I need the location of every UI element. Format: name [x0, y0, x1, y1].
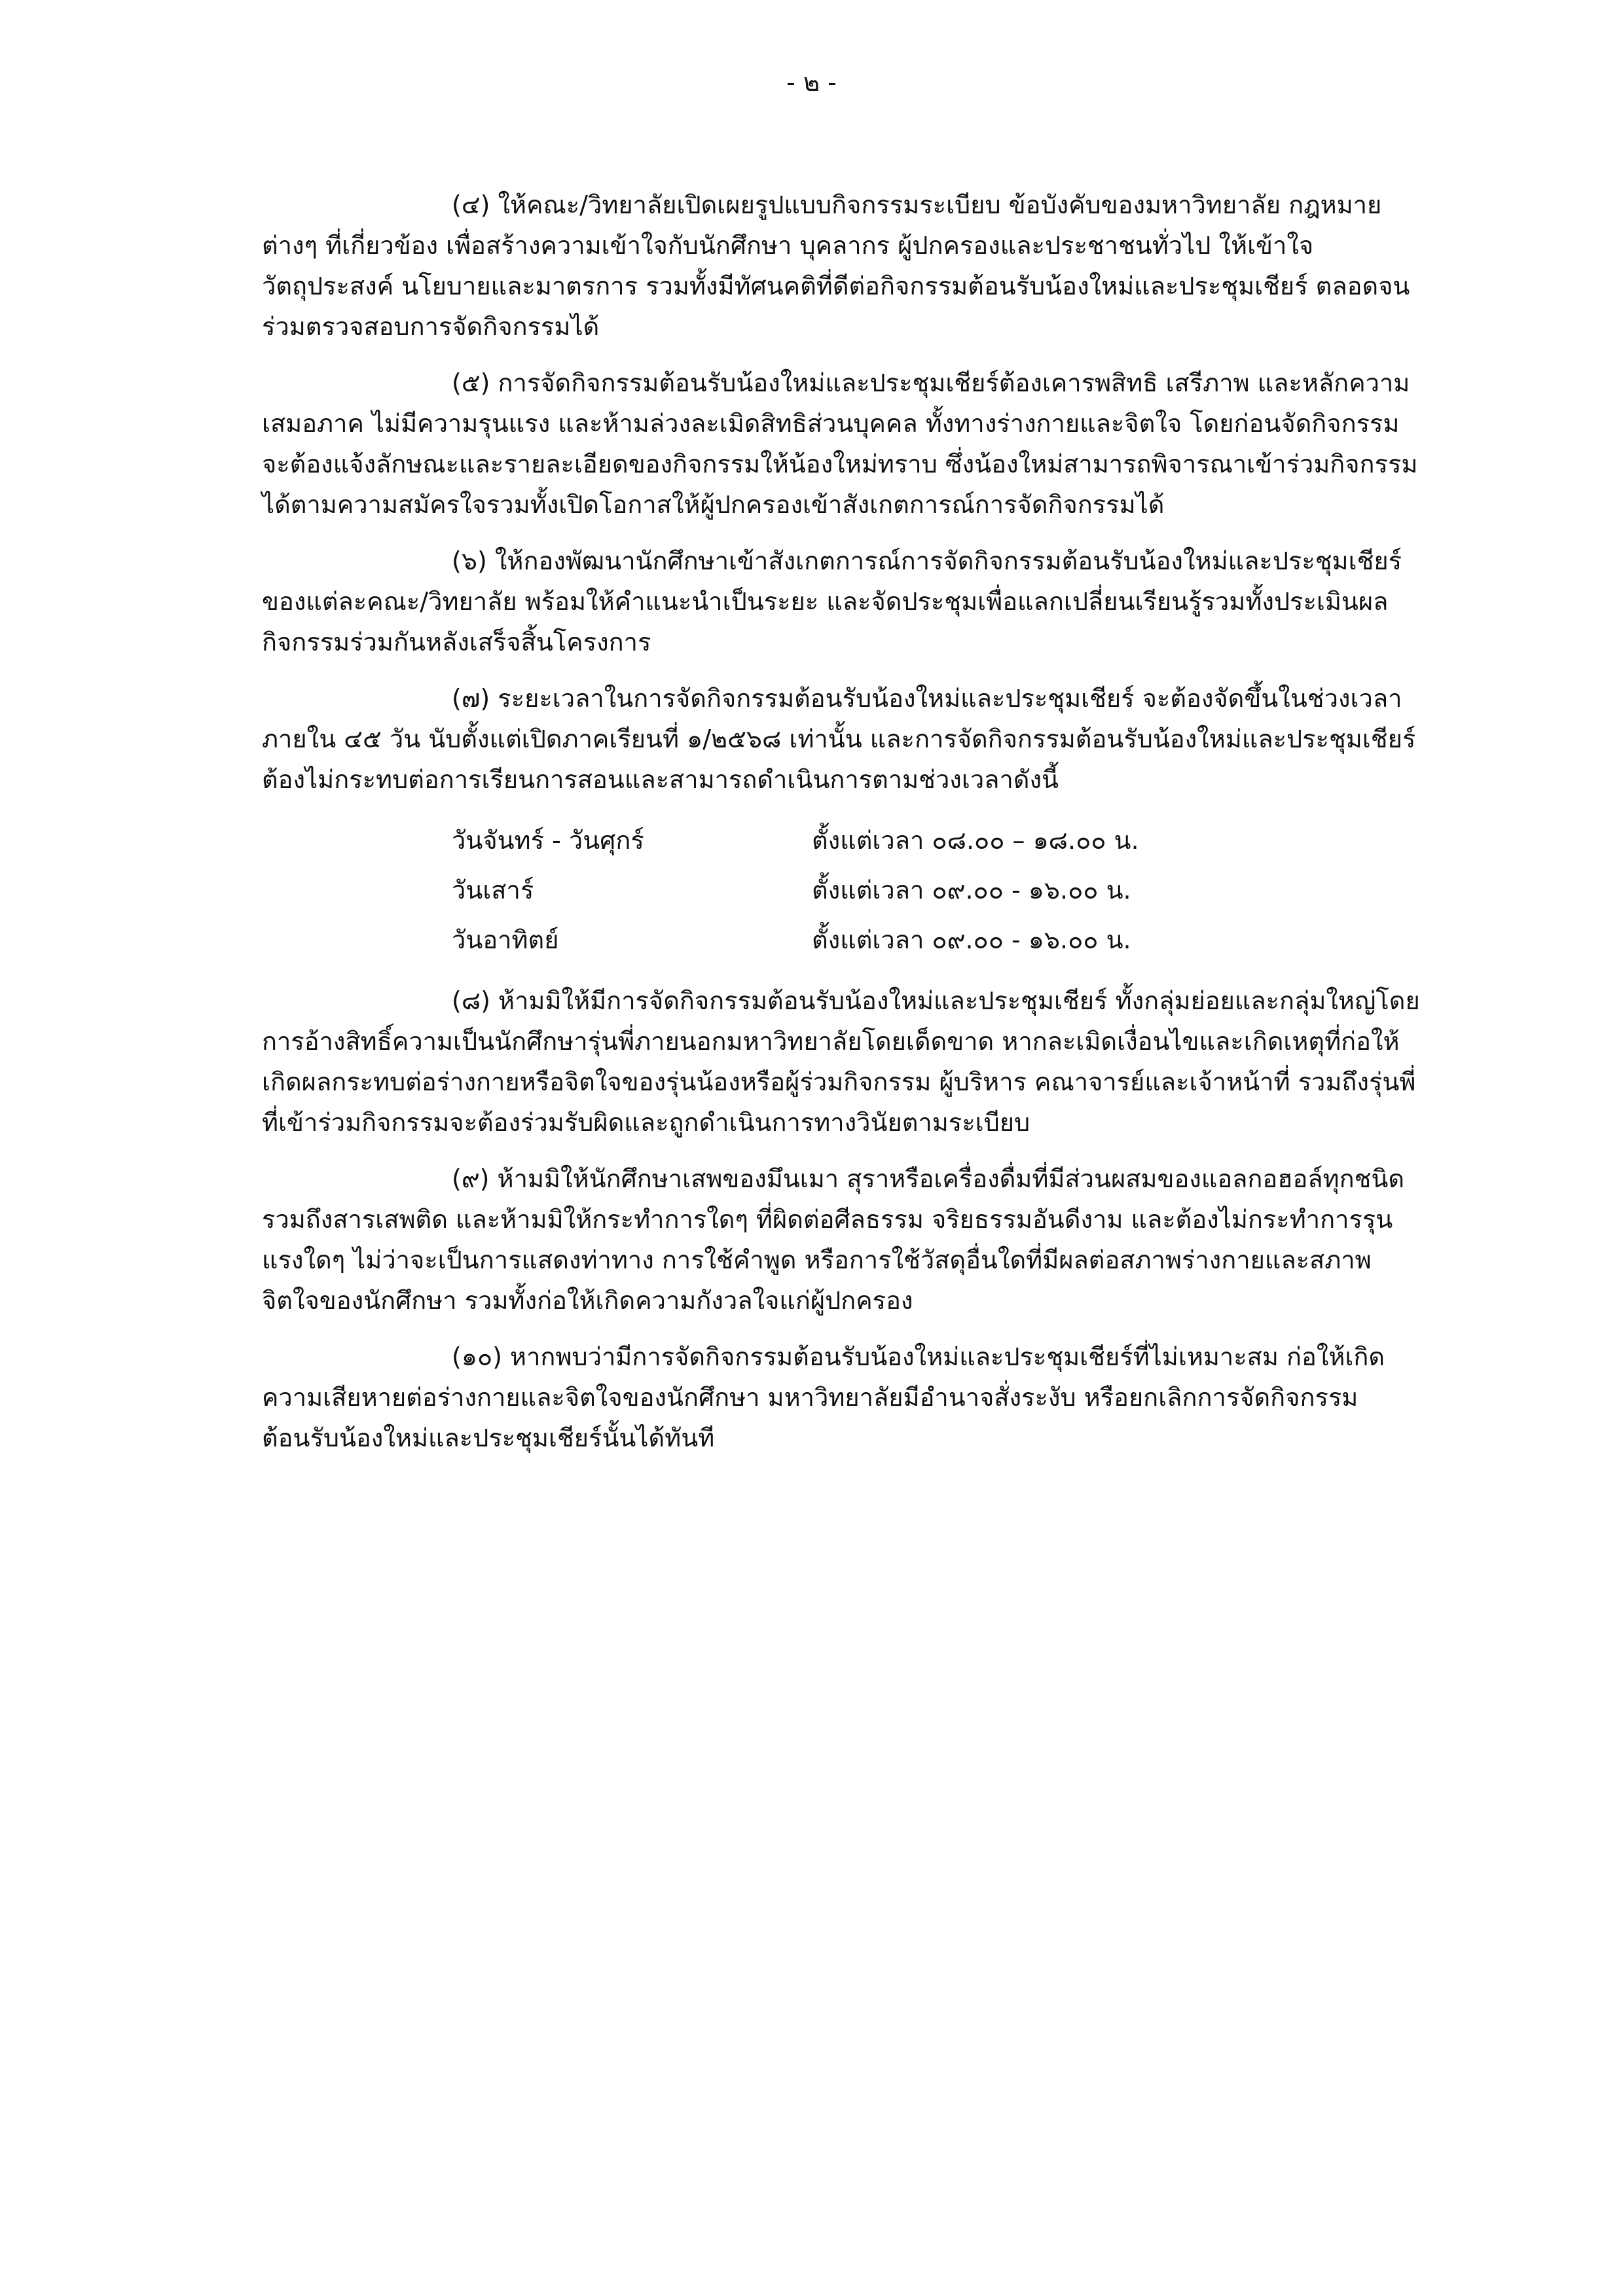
paragraph-7: (๗) ระยะเวลาในการจัดกิจกรรมต้อนรับน้องใหม่และประชุมเชียร์ จะต้องจัดขึ้นในช่วงเวลาภายใน ๔๕ วัน นับตั้งแต่เปิดภาคเรียนที่ ๑/๒๕๖๘ เท่านั้น และการจัดกิจกรรมต้อนรับน้องใหม่และประชุมเชียร์ต้องไม่กระทบต่อการเรียนการสอนและสามารถดำเนินการตามช่วงเวลาดังนี้	[262, 684, 1416, 794]
schedule-table	[452, 816, 1427, 965]
paragraph-4: (๔) ให้คณะ/วิทยาลัยเปิดเผยรูปแบบกิจกรรมระเบียบ ข้อบังคับของมหาวิทยาลัย กฎหมายต่างๆ ที่เกี่ยวข้อง เพื่อสร้างความเข้าใจกับนักศึกษา บุคลากร ผู้ปกครองและประชาชนทั่วไป ให้เข้าใจวัตถุประสงค์ นโยบายและมาตรการ รวมทั้งมีทัศนคติที่ดีต่อกิจกรรมต้อนรับน้องใหม่และประชุมเชียร์ ตลอดจนร่วมตรวจสอบการจัดกิจกรรมได้	[262, 190, 1410, 341]
schedule-day: วันเสาร์	[452, 876, 534, 905]
paragraph-10: (๑๐) หากพบว่ามีการจัดกิจกรรมต้อนรับน้องใหม่และประชุมเชียร์ที่ไม่เหมาะสม ก่อให้เกิดความเสียหายต่อร่างกายและจิตใจของนักศึกษา มหาวิทยาลัยมีอำนาจสั่งระงับ หรือยกเลิกการจัดกิจกรรมต้อนรับน้องใหม่และประชุมเชียร์นั้นได้ทันที	[262, 1342, 1385, 1452]
schedule-time: ตั้งแต่เวลา ๐๘.๐๐ – ๑๘.๐๐ น.	[812, 826, 1139, 855]
paragraph-6: (๖) ให้กองพัฒนานักศึกษาเข้าสังเกตการณ์การจัดกิจกรรมต้อนรับน้องใหม่และประชุมเชียร์ของแต่ละคณะ/วิทยาลัย พร้อมให้คำแนะนำเป็นระยะ และจัดประชุมเพื่อแลกเปลี่ยนเรียนรู้รวมทั้งประเมินผลกิจกรรมร่วมกันหลังเสร็จสิ้นโครงการ	[262, 547, 1402, 656]
schedule-row	[452, 865, 1427, 915]
schedule-time: ตั้งแต่เวลา ๐๙.๐๐ - ๑๖.๐๐ น.	[812, 876, 1131, 905]
schedule-day: วันอาทิตย์	[452, 925, 559, 954]
schedule-row	[452, 915, 1427, 965]
schedule-time: ตั้งแต่เวลา ๐๙.๐๐ - ๑๖.๐๐ น.	[812, 925, 1131, 954]
schedule-row	[452, 816, 1427, 865]
document-body	[262, 185, 1427, 1474]
page-number: - ๒ -	[786, 68, 837, 97]
paragraph-5: (๕) การจัดกิจกรรมต้อนรับน้องใหม่และประชุมเชียร์ต้องเคารพสิทธิ เสรีภาพ และหลักความเสมอภาค ไม่มีความรุนแรง และห้ามล่วงละเมิดสิทธิส่วนบุคคล ทั้งทางร่างกายและจิตใจ โดยก่อนจัดกิจกรรมจะต้องแจ้งลักษณะและรายละเอียดของกิจกรรมให้น้องใหม่ทราบ ซึ่งน้องใหม่สามารถพิจารณาเข้าร่วมกิจกรรมได้ตามความสมัครใจรวมทั้งเปิดโอกาสให้ผู้ปกครองเข้าสังเกตการณ์การจัดกิจกรรมได้	[262, 368, 1418, 519]
paragraph-9: (๙) ห้ามมิให้นักศึกษาเสพของมึนเมา สุราหรือเครื่องดื่มที่มีส่วนผสมของแอลกอฮอล์ทุกชนิด รวมถึงสารเสพติด และห้ามมิให้กระทำการใดๆ ที่ผิดต่อศีลธรรม จริยธรรมอันดีงาม และต้องไม่กระทำการรุนแรงใดๆ ไม่ว่าจะเป็นการแสดงท่าทาง การใช้คำพูด หรือการใช้วัสดุอื่นใดที่มีผลต่อสภาพร่างกายและสภาพจิตใจของนักศึกษา รวมทั้งก่อให้เกิดความกังวลใจแก่ผู้ปกครอง	[262, 1164, 1405, 1315]
schedule-day: วันจันทร์ - วันศุกร์	[452, 826, 644, 855]
paragraph-8: (๘) ห้ามมิให้มีการจัดกิจกรรมต้อนรับน้องใหม่และประชุมเชียร์ ทั้งกลุ่มย่อยและกลุ่มใหญ่โดยการอ้างสิทธิ์ความเป็นนักศึกษารุ่นพี่ภายนอกมหาวิทยาลัยโดยเด็ดขาด หากละเมิดเงื่อนไขและเกิดเหตุที่ก่อให้เกิดผลกระทบต่อร่างกายหรือจิตใจของรุ่นน้องหรือผู้ร่วมกิจกรรม ผู้บริหาร คณาจารย์และเจ้าหน้าที่ รวมถึงรุ่นพี่ที่เข้าร่วมกิจกรรมจะต้องร่วมรับผิดและถูกดำเนินการทางวินัยตามระเบียบ	[262, 986, 1420, 1137]
